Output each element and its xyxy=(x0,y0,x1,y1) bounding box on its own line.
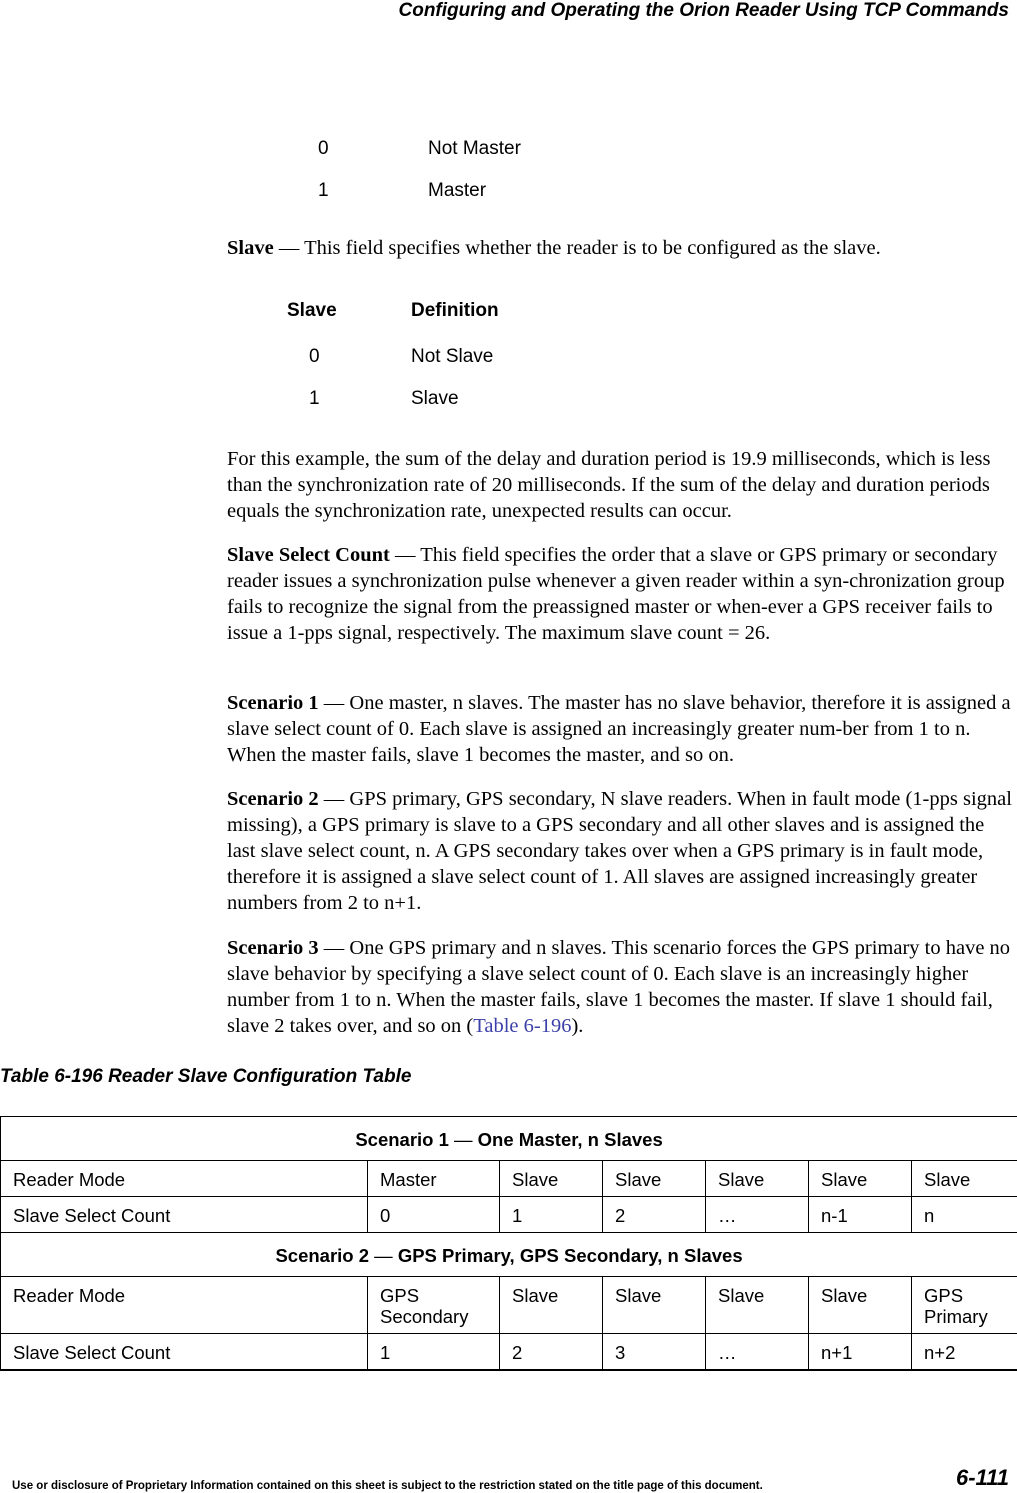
table-cell: 0 xyxy=(368,1197,500,1233)
table-cell: Slave xyxy=(706,1161,809,1197)
paragraph-scenario-1 xyxy=(227,690,1013,768)
table-cell: 1 xyxy=(500,1197,603,1233)
paragraph-slave-select-count xyxy=(227,542,1013,646)
paragraph-example xyxy=(227,446,1013,524)
table-cell: n xyxy=(912,1197,1017,1233)
slave-select-count-dash: — xyxy=(394,544,416,566)
table-cell: 1 xyxy=(368,1334,500,1371)
scenario-3-dash: — xyxy=(323,937,345,959)
reader-slave-configuration-table xyxy=(0,1116,1017,1371)
scenario-2-term: Scenario 2 xyxy=(227,788,319,810)
table-cell: n+2 xyxy=(912,1334,1017,1371)
section-header-row xyxy=(1,1117,1017,1161)
row-label: Slave Select Count xyxy=(1,1334,368,1371)
scenario-1-term: Scenario 1 xyxy=(227,692,319,714)
table-cell: … xyxy=(706,1197,809,1233)
table-row xyxy=(1,1334,1017,1371)
scenario-3-text: One GPS primary and n slaves. This scenario forces the GPS primary to have no slave behavior by specifying a slave select count of 0. Each slave is an increasingly higher number from 1 to n. When the master fails, slave 1 becomes the master. If slave 1 should fail, slave 2 takes over, and so on ( xyxy=(227,937,1011,1037)
master-definition-0: Not Master xyxy=(428,138,521,159)
table-cell: Slave xyxy=(809,1277,912,1334)
table-cell: Slave xyxy=(500,1161,603,1197)
table-6-196-link[interactable]: Table 6-196 xyxy=(473,1015,572,1037)
slave-definition-1: Slave xyxy=(411,388,459,409)
table-cell: … xyxy=(706,1334,809,1371)
table-row xyxy=(1,1161,1017,1197)
table-cell: n+1 xyxy=(809,1334,912,1371)
table-cell: GPS Primary xyxy=(912,1277,1017,1334)
table-cell: Slave xyxy=(603,1277,706,1334)
row-label: Reader Mode xyxy=(1,1161,368,1197)
row-label: Reader Mode xyxy=(1,1277,368,1334)
table-cell: Master xyxy=(368,1161,500,1197)
scenario-2-section-title xyxy=(1,1233,1017,1277)
slave-value-0: 0 xyxy=(309,346,320,367)
table-cell: Slave xyxy=(809,1161,912,1197)
slave-definition-0: Not Slave xyxy=(411,346,494,367)
table-cell: GPS Secondary xyxy=(368,1277,500,1334)
slave-field-dash: — xyxy=(278,237,300,259)
scenario-3-end: ). xyxy=(571,1015,584,1037)
section-dash: — xyxy=(454,1129,473,1150)
master-value-0: 0 xyxy=(318,138,329,159)
scenario-1-section-title xyxy=(1,1117,1017,1161)
definition-col-header: Definition xyxy=(411,300,499,321)
paragraph-scenario-2 xyxy=(227,786,1013,916)
master-value-1: 1 xyxy=(318,180,329,201)
page-header-title: Configuring and Operating the Orion Reader Using TCP Commands xyxy=(398,0,1009,21)
page-number: 6-111 xyxy=(955,1465,1009,1490)
slave-field-description xyxy=(227,235,881,261)
table-cell: Slave xyxy=(500,1277,603,1334)
slave-select-count-text: This field specifies the order that a slave or GPS primary or secondary reader issues a synchronization pulse whenever a given reader within a syn-chronization group fails to recognize the signal from the preassigned master or when-ever a GPS receiver fails to issue a 1-pps signal, respectively. The maximum slave count = 26. xyxy=(227,544,1005,644)
example-text: For this example, the sum of the delay and duration period is 19.9 milliseconds, which is less than the synchronization rate of 20 milliseconds. If the sum of the delay and duration periods equals the synchronization rate, unexpected results can occur. xyxy=(227,448,991,522)
scenario-2-dash: — xyxy=(323,788,345,810)
master-definition-1: Master xyxy=(428,180,487,201)
table-caption: Table 6-196 Reader Slave Configuration Table xyxy=(0,1066,412,1087)
table-row xyxy=(1,1197,1017,1233)
table-cell: Slave xyxy=(603,1161,706,1197)
section-header-row xyxy=(1,1233,1017,1277)
scenario-2-text: GPS primary, GPS secondary, N slave readers. When in fault mode (1-pps signal missing), a GPS primary is slave to a GPS secondary and all other slaves and is assigned the last slave select count, n. A GPS secondary takes over when a GPS primary is in fault mode, therefore it is assigned a slave select count of 1. All slaves are assigned increasingly greater numbers from 2 to n+1. xyxy=(227,788,1012,914)
slave-col-header: Slave xyxy=(287,300,337,321)
scenario-1-section-suffix: One Master, n Slaves xyxy=(477,1129,663,1150)
scenario-1-dash: — xyxy=(323,692,345,714)
slave-value-1: 1 xyxy=(309,388,320,409)
section-dash: — xyxy=(374,1245,393,1266)
paragraph-scenario-3 xyxy=(227,935,1013,1039)
slave-field-term: Slave xyxy=(227,237,274,259)
scenario-2-section-prefix: Scenario 2 xyxy=(275,1245,370,1266)
scenario-1-text: One master, n slaves. The master has no slave behavior, therefore it is assigned a slave select count of 0. Each slave is assigned an increasingly greater num-ber from 1 to n. When the master fails, slave 1 becomes the master, and so on. xyxy=(227,692,1011,766)
table-cell: Slave xyxy=(706,1277,809,1334)
slave-field-text: This field specifies whether the reader is to be configured as the slave. xyxy=(304,237,881,259)
slave-select-count-term: Slave Select Count xyxy=(227,544,390,566)
scenario-3-term: Scenario 3 xyxy=(227,937,319,959)
scenario-2-section-suffix: GPS Primary, GPS Secondary, n Slaves xyxy=(397,1245,743,1266)
table-cell: n-1 xyxy=(809,1197,912,1233)
table-row xyxy=(1,1277,1017,1334)
scenario-1-section-prefix: Scenario 1 xyxy=(355,1129,449,1150)
table-cell: 2 xyxy=(500,1334,603,1371)
table-cell: Slave xyxy=(912,1161,1017,1197)
table-cell: 3 xyxy=(603,1334,706,1371)
table-cell: 2 xyxy=(603,1197,706,1233)
proprietary-notice: Use or disclosure of Proprietary Information contained on this sheet is subject to the restriction stated on the title page of this document. xyxy=(12,1480,763,1492)
row-label: Slave Select Count xyxy=(1,1197,368,1233)
